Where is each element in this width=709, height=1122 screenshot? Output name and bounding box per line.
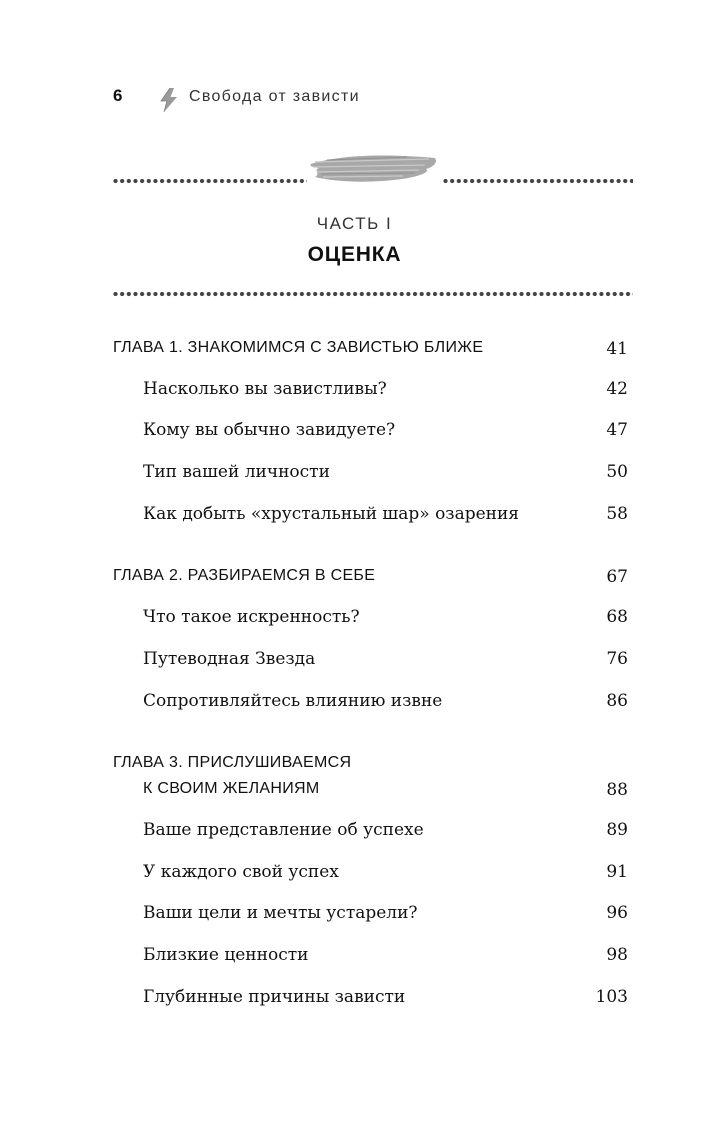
chapter-page: 88 [606,780,628,800]
page-number: 6 [113,86,123,105]
toc-entry[interactable] [0,987,709,1017]
entry-title: Тип вашей личности [143,462,330,482]
toc-chapter-1[interactable] [0,339,709,369]
entry-title: Путеводная Звезда [143,649,316,669]
entry-title: Что такое искренность? [143,607,360,627]
entry-page: 91 [606,862,628,882]
toc-entry[interactable] [0,945,709,975]
entry-page: 89 [606,820,628,840]
dotted-divider-full [113,291,633,297]
entry-page: 47 [606,420,628,440]
toc-chapter-2[interactable] [0,567,709,597]
toc-entry[interactable] [0,862,709,892]
chapter-title: ГЛАВА 2. РАЗБИРАЕМСЯ В СЕБЕ [113,567,376,584]
entry-title: Насколько вы завистливы? [143,379,387,399]
toc-entry[interactable] [0,504,709,534]
chapter-title-continued: К СВОИМ ЖЕЛАНИЯМ [143,780,320,797]
toc-entry[interactable] [0,903,709,933]
entry-page: 86 [606,691,628,711]
entry-page: 96 [606,903,628,923]
entry-page: 68 [606,607,628,627]
entry-title: У каждого свой успех [143,862,339,882]
dotted-divider-right [443,178,633,184]
toc-entry[interactable] [0,420,709,450]
running-title: Свобода от зависти [189,88,360,105]
entry-title: Как добыть «хрустальный шар» озарения [143,504,520,524]
entry-title: Ваше представление об успехе [143,820,424,840]
entry-page: 98 [606,945,628,965]
entry-title: Сопротивляйтесь влиянию извне [143,691,443,711]
entry-title: Глубинные причины зависти [143,987,406,1007]
entry-title: Близкие ценности [143,945,309,965]
toc-entry[interactable] [0,820,709,850]
chapter-title: ГЛАВА 3. ПРИСЛУШИВАЕМСЯ [113,754,352,771]
entry-page: 58 [606,504,628,524]
toc-entry[interactable] [0,649,709,679]
entry-page: 50 [606,462,628,482]
entry-page: 103 [595,987,628,1007]
toc-entry[interactable] [0,462,709,492]
part-title: ОЦЕНКА [307,243,402,266]
entry-page: 76 [606,649,628,669]
part-label: ЧАСТЬ I [316,214,393,233]
lightning-bolt-icon [158,87,180,113]
entry-title: Кому вы обычно завидуете? [143,420,396,440]
toc-entry[interactable] [0,691,709,721]
brush-stroke-ornament [307,150,441,186]
chapter-title: ГЛАВА 1. ЗНАКОМИМСЯ С ЗАВИСТЬЮ БЛИЖЕ [113,339,484,356]
chapter-page: 41 [606,339,628,359]
chapter-page: 67 [606,567,628,587]
entry-page: 42 [606,379,628,399]
entry-title: Ваши цели и мечты устарели? [143,903,418,923]
dotted-divider-left [113,178,307,184]
toc-chapter-3-cont[interactable] [0,780,709,810]
toc-entry[interactable] [0,607,709,637]
toc-entry[interactable] [0,379,709,409]
